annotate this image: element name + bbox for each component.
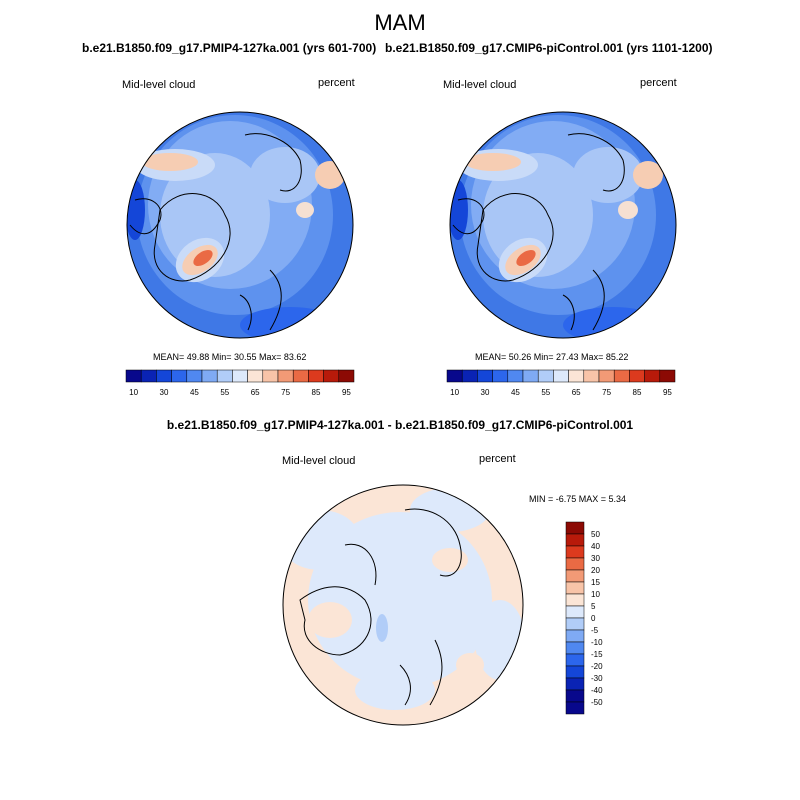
colorbar-tick-label: -10	[591, 638, 603, 647]
colorbar-tick-label: 45	[189, 388, 199, 397]
colorbar-tick-label: 50	[591, 530, 600, 539]
left-variable-label: Mid-level cloud	[122, 79, 196, 91]
colorbar-tick-label: -20	[591, 662, 603, 671]
colorbar-tick-label: 85	[311, 388, 321, 397]
right-panel-title: b.e21.B1850.f09_g17.CMIP6-piControl.001 (yrs 1101-1200)	[385, 41, 713, 55]
colorbar-tick-label: 65	[250, 388, 260, 397]
colorbar-swatch	[566, 666, 584, 678]
colorbar-tick-label: 5	[591, 602, 596, 611]
right-stats: MEAN= 50.26 Min= 27.43 Max= 85.22	[475, 352, 629, 362]
colorbar-tick-label: -5	[591, 626, 599, 635]
colorbar-tick-label: 10	[450, 388, 460, 397]
diff-units-label: percent	[479, 453, 516, 465]
colorbar-swatch	[566, 570, 584, 582]
colorbar-swatch	[566, 558, 584, 570]
colorbar-swatch	[566, 522, 584, 534]
right-variable-label: Mid-level cloud	[443, 79, 517, 91]
colorbar-tick-label: 95	[662, 388, 672, 397]
colorbar-tick-label: -40	[591, 686, 603, 695]
colorbar-swatch	[566, 546, 584, 558]
colorbar-tick-label: 55	[541, 388, 551, 397]
left-units-label: percent	[318, 77, 355, 89]
colorbar-tick-label: 20	[591, 566, 600, 575]
colorbar-tick-label: 95	[341, 388, 351, 397]
colorbar-tick-label: -30	[591, 674, 603, 683]
colorbar-swatch	[566, 534, 584, 546]
colorbar-swatch	[566, 642, 584, 654]
colorbar-tick-label: 10	[129, 388, 139, 397]
colorbar-tick-label: -15	[591, 650, 603, 659]
colorbar-swatch	[566, 702, 584, 714]
colorbar-swatch	[566, 630, 584, 642]
colorbar-tick-label: 10	[591, 590, 600, 599]
colorbar-swatch	[566, 618, 584, 630]
colorbar-tick-label: 55	[220, 388, 230, 397]
figure-title: MAM	[374, 10, 426, 35]
colorbar-swatch	[566, 594, 584, 606]
colorbar-tick-label: 75	[602, 388, 612, 397]
colorbar-tick-label: -50	[591, 698, 603, 707]
diff-panel-title: b.e21.B1850.f09_g17.PMIP4-127ka.001 - b.e21.B1850.f09_g17.CMIP6-piControl.001	[166, 418, 634, 432]
colorbar-tick-label: 30	[591, 554, 600, 563]
diff-colorbar	[565, 521, 625, 716]
colorbar-swatch	[566, 654, 584, 666]
colorbar-tick-label: 65	[571, 388, 581, 397]
colorbar-swatch	[566, 690, 584, 702]
colorbar-tick-label: 75	[281, 388, 291, 397]
colorbar-swatch	[566, 582, 584, 594]
colorbar-swatch	[566, 678, 584, 690]
colorbar-tick-label: 0	[591, 614, 596, 623]
colorbar-tick-label: 30	[159, 388, 169, 397]
left-panel-title: b.e21.B1850.f09_g17.PMIP4-127ka.001 (yrs 601-700)	[82, 41, 377, 55]
colorbar-tick-label: 85	[632, 388, 642, 397]
colorbar-tick-label: 15	[591, 578, 600, 587]
diff-minmax: MIN = -6.75 MAX = 5.34	[529, 494, 627, 504]
right-units-label: percent	[640, 77, 677, 89]
colorbar-tick-label: 45	[510, 388, 520, 397]
colorbar-swatch	[566, 606, 584, 618]
colorbar-tick-label: 40	[591, 542, 600, 551]
colorbar-tick-label: 30	[480, 388, 490, 397]
diff-variable-label: Mid-level cloud	[282, 455, 356, 467]
left-stats: MEAN= 49.88 Min= 30.55 Max= 83.62	[153, 352, 307, 362]
